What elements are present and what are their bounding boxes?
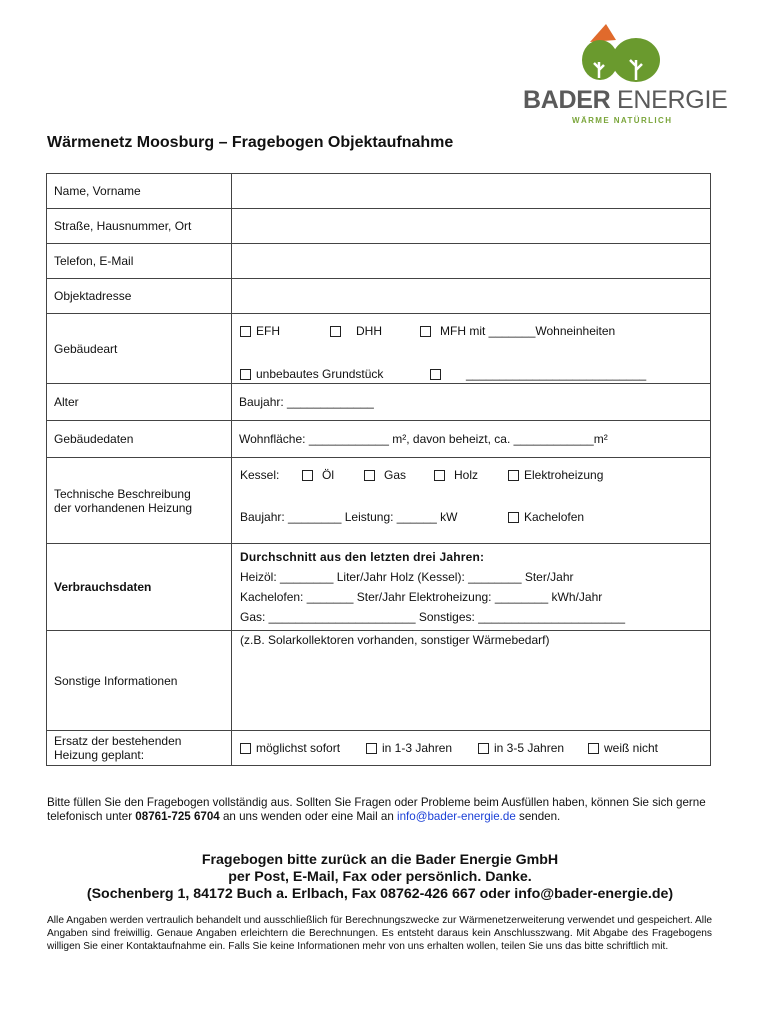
building-type-options [232,314,711,384]
object-address-label: Objektadresse [47,279,232,314]
dhh-label: DHH [356,324,382,338]
object-address-field[interactable] [232,279,711,314]
other-type-line: ___________________________ [466,367,647,381]
consumption-line-1[interactable]: Heizöl: ________ Liter/Jahr Holz (Kessel): ________ Ster/Jahr [240,570,574,584]
gas-label: Gas [384,468,407,482]
oil-checkbox[interactable] [302,470,313,481]
wood-checkbox[interactable] [434,470,445,481]
three-five-years-checkbox[interactable] [478,743,489,754]
consumption-label: Verbrauchsdaten [47,544,232,631]
electric-checkbox[interactable] [508,470,519,481]
consumption-line-2[interactable]: Kachelofen: _______ Ster/Jahr Elektroheizung: ________ kWh/Jahr [240,590,603,604]
unknown-checkbox[interactable] [588,743,599,754]
consumption-heading: Durchschnitt aus den letzten drei Jahren: [240,550,485,564]
heating-label: Technische Beschreibung der vorhandenen Heizung [47,458,232,544]
phone-number: 08761-725 6704 [135,810,220,823]
mfh-label: MFH mit _______Wohneinheiten [440,324,616,338]
consumption-fields [232,544,711,631]
other-info-field[interactable] [232,631,711,731]
one-three-years-label: in 1-3 Jahren [382,741,453,755]
heating-options [232,458,711,544]
replacement-options [232,731,711,766]
privacy-notice: Alle Angaben werden vertraulich behandelt und ausschließlich für Berechnungszwecke zur Wärmenetzerweiterung verwendet und gespeichert. Alle Angaben sind freiwillig. Genaue Angaben erleichtern die Berechnungen. Es entsteht daraus kein Anschlusszwang. Mit Abgabe des Fragebogens willigen Sie einer Kontaktaufnahme ein. Falls Sie keine Informationen mehr von uns erhalten wollen, teilen Sie uns das bitte schriftlich mit. [47,915,712,952]
name-field[interactable] [232,174,711,209]
building-type-label: Gebäudeart [47,314,232,384]
name-label: Name, Vorname [47,174,232,209]
asap-label: möglichst sofort [256,741,341,755]
asap-checkbox[interactable] [240,743,251,754]
age-label: Alter [47,384,232,421]
oil-label: Öl [322,468,334,482]
electric-label: Elektroheizung [524,468,604,482]
building-data-label: Gebäudedaten [47,421,232,458]
heating-build-year[interactable]: Baujahr: ________ Leistung: ______ kW [240,510,458,524]
email-link[interactable]: info@bader-energie.de [397,810,516,823]
three-five-years-label: in 3-5 Jahren [494,741,565,755]
plot-checkbox[interactable] [240,369,251,380]
age-field[interactable]: Baujahr: _____________ [232,384,711,421]
logo-tagline: WÄRME NATÜRLICH [572,116,673,125]
wood-label: Holz [454,468,479,482]
page-title: Wärmenetz Moosburg – Fragebogen Objektaufnahme [47,134,454,151]
unknown-label: weiß nicht [604,741,659,755]
building-data-field[interactable]: Wohnfläche: ____________ m², davon beheizt, ca. ____________m² [232,421,711,458]
mfh-checkbox[interactable] [420,326,431,337]
gas-checkbox[interactable] [364,470,375,481]
return-instructions: Fragebogen bitte zurück an die Bader Energie GmbH per Post, E-Mail, Fax oder persönlich. Danke. (Sochenberg 1, 84172 Buch a. Erlbach, Fax 08762-426 667 oder info@bader-energie.de) [86,852,674,902]
boiler-label: Kessel: [240,468,280,482]
dhh-checkbox[interactable] [330,326,341,337]
other-type-checkbox[interactable] [430,369,441,380]
street-field[interactable] [232,209,711,244]
plot-label: unbebautes Grundstück [256,367,384,381]
logo-wordmark: BADER ENERGIE [523,86,728,114]
one-three-years-checkbox[interactable] [366,743,377,754]
consumption-line-3[interactable]: Gas: ______________________ Sonstiges: ______________________ [240,610,626,624]
other-info-label: Sonstige Informationen [47,631,232,731]
phone-label: Telefon, E-Mail [47,244,232,279]
efh-label: EFH [256,324,280,338]
efh-checkbox[interactable] [240,326,251,337]
questionnaire-table [46,173,711,766]
fill-instructions: Bitte füllen Sie den Fragebogen vollständig aus. Sollten Sie Fragen oder Probleme beim Ausfüllen haben, können Sie sich gerne telefonisch unter 08761-725 6704 an uns wenden oder eine Mail an info@bader-energie.de senden. [47,796,706,823]
replacement-label: Ersatz der bestehenden Heizung geplant: [47,731,232,766]
tiled-stove-label: Kachelofen [524,510,585,524]
phone-field[interactable] [232,244,711,279]
other-info-hint: (z.B. Solarkollektoren vorhanden, sonstiger Wärmebedarf) [240,633,550,647]
tiled-stove-checkbox[interactable] [508,512,519,523]
street-label: Straße, Hausnummer, Ort [47,209,232,244]
